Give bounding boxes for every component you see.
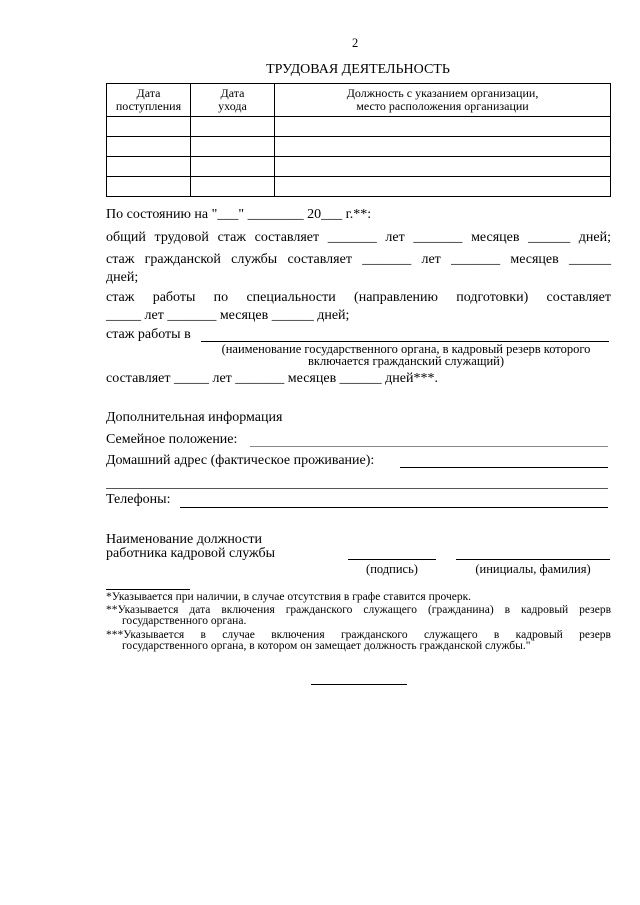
table-row (107, 137, 611, 157)
hr-position-label: Наименование должности работника кадровой службы (106, 532, 276, 561)
additional-info-heading: Дополнительная информация (106, 410, 283, 425)
name-caption: (инициалы, фамилия) (475, 562, 591, 576)
phones-field[interactable] (180, 507, 608, 508)
table-cell[interactable] (107, 137, 191, 157)
civil-service-line-end: дней; (106, 270, 139, 285)
signature-field[interactable] (348, 559, 436, 560)
total-experience-line: общий трудовой стаж составляет _______ лет _______ месяцев ______ дней; (106, 230, 611, 245)
specialty-experience-line-end: _____ лет _______ месяцев ______ дней; (106, 308, 350, 323)
civil-service-line: стаж гражданской службы составляет _______ лет _______ месяцев ______ (106, 252, 611, 267)
footnote-separator (106, 589, 190, 590)
table-cell[interactable] (191, 177, 275, 197)
table-cell[interactable] (275, 177, 611, 197)
home-address-label: Домашний адрес (фактическое проживание): (106, 453, 375, 468)
table-cell[interactable] (191, 157, 275, 177)
table-cell[interactable] (107, 117, 191, 137)
home-address-field-line2[interactable] (106, 488, 608, 489)
home-address-field[interactable] (400, 467, 608, 468)
table-cell[interactable] (191, 117, 275, 137)
header-position: Должность с указанием организации, место расположения организации (275, 84, 611, 117)
table-row (107, 117, 611, 137)
table-header-row (107, 84, 611, 117)
table-cell[interactable] (275, 137, 611, 157)
signature-caption: (подпись) (366, 562, 418, 576)
table-cell[interactable] (107, 157, 191, 177)
as-of-date-line: По состоянию на "___" ________ 20___ г.**: (106, 207, 372, 222)
table-cell[interactable] (191, 137, 275, 157)
end-separator (311, 684, 407, 685)
work-in-label: стаж работы в (106, 327, 191, 342)
table-row (107, 177, 611, 197)
specialty-experience-line: стаж работы по специальности (направлению подготовки) составляет (106, 290, 611, 305)
phones-label: Телефоны: (106, 492, 171, 507)
table-cell[interactable] (275, 157, 611, 177)
table-cell[interactable] (275, 117, 611, 137)
family-status-field[interactable] (250, 446, 608, 447)
table-cell[interactable] (107, 177, 191, 197)
family-status-label: Семейное положение: (106, 432, 238, 447)
footnote-3: ***Указывается в случае включения гражданского служащего в кадровый резерв (106, 629, 611, 641)
header-start-date: Дата поступления (107, 84, 191, 117)
work-in-total-line: составляет _____ лет _______ месяцев ______ дней***. (106, 371, 438, 386)
page-number: 2 (352, 36, 359, 50)
work-in-caption: (наименование государственного органа, в кадровый резерв которого включается гражданский служащий) (221, 342, 591, 368)
page-title: ТРУДОВАЯ ДЕЯТЕЛЬНОСТЬ (266, 62, 450, 77)
footnote-1: *Указывается при наличии, в случае отсутствия в графе ставится прочерк. (106, 591, 472, 603)
footnote-2-cont: государственного органа. (122, 615, 247, 627)
header-end-date: Дата ухода (191, 84, 275, 117)
footnote-2: **Указывается дата включения гражданского служащего (гражданина) в кадровый резерв (106, 604, 611, 616)
work-history-table (106, 83, 611, 197)
name-field[interactable] (456, 559, 610, 560)
table-row (107, 157, 611, 177)
footnote-3-cont: государственного органа, в котором он замещает должность гражданской службы." (122, 640, 531, 652)
